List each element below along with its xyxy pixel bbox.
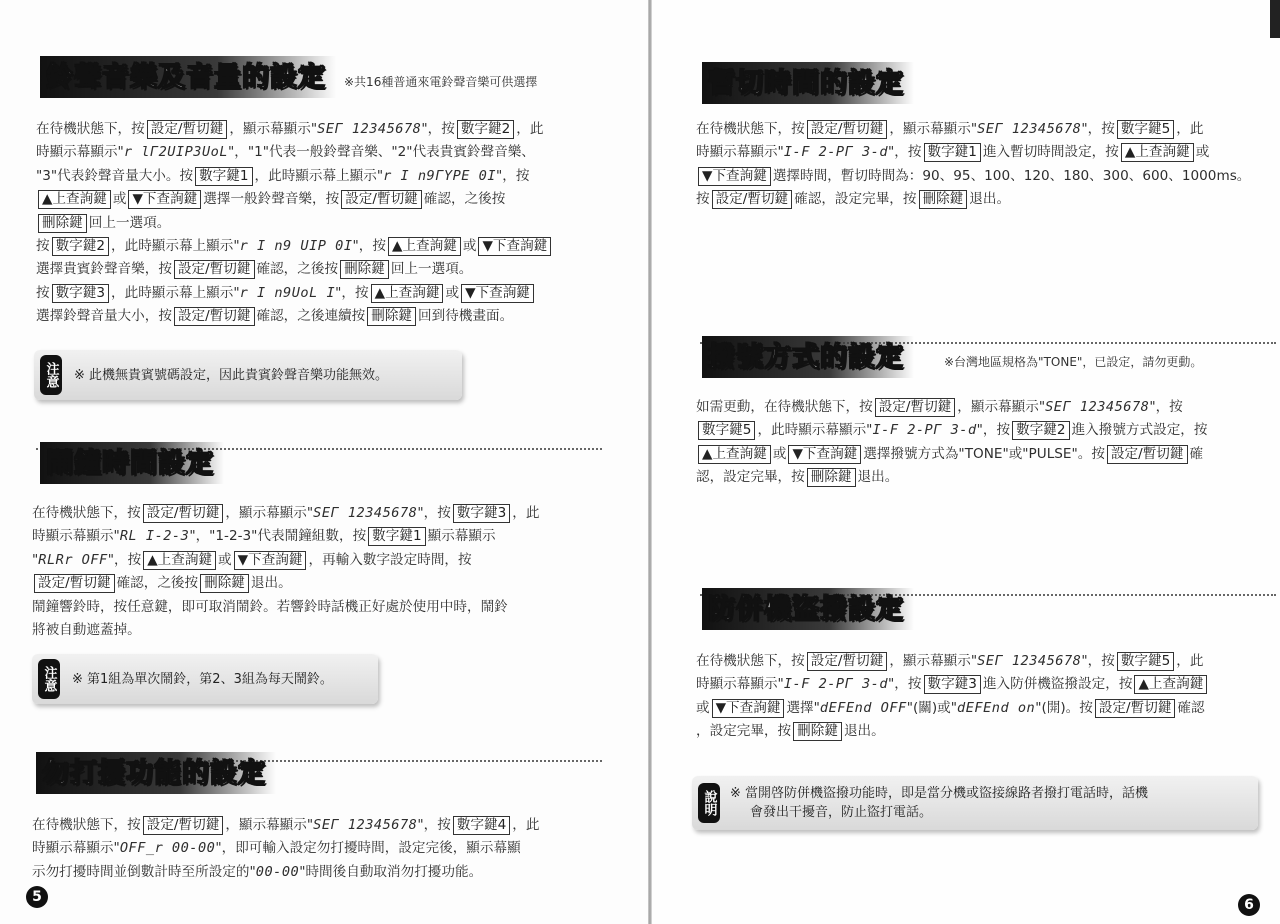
key-label: ▼下查詢鍵 <box>788 445 861 464</box>
notice-badge-label: 注意 <box>41 666 57 692</box>
instruction-text: 確認，之後連續按 <box>256 308 366 325</box>
key-label: ▲上查詢鍵 <box>698 445 771 464</box>
key-label: 數字鍵3 <box>453 504 510 523</box>
instruction-text: "，按 <box>417 817 451 833</box>
dial-heading <box>702 336 1202 378</box>
key-label: 數字鍵2 <box>1012 421 1069 440</box>
key-label: 設定/暫切鍵 <box>174 260 255 279</box>
instruction-text: "3"代表鈴聲音量大小。按 <box>36 167 194 184</box>
instruction-text: 選擇貴賓鈴聲音樂，按 <box>36 261 172 278</box>
instruction-text: ，此 <box>512 817 540 833</box>
key-label: 數字鍵3 <box>924 675 981 694</box>
instruction-text: ，此時顯示幕上顯示" <box>111 284 240 301</box>
ringtone-notice <box>34 350 462 400</box>
key-label: 刪除鍵 <box>793 722 842 741</box>
instruction-text: 確認，之後按 <box>423 191 506 208</box>
key-label: 數字鍵1 <box>195 167 252 186</box>
display-readout: OFF_r 00-00 <box>119 840 216 857</box>
instruction-line <box>696 118 1276 141</box>
instruction-line <box>36 212 626 235</box>
instruction-text: 回上一選項。 <box>88 214 171 231</box>
instruction-text: 時顯示幕顯示" <box>696 144 784 161</box>
instruction-text: "，按 <box>888 676 922 693</box>
instruction-text: 選擇一般鈴聲音樂，按 <box>203 191 340 208</box>
instruction-text: 在待機狀態下，按 <box>696 121 805 137</box>
instruction-text: 在待機狀態下，按 <box>32 817 141 833</box>
instruction-text: 時顯示幕顯示" <box>32 840 120 857</box>
instruction-line <box>32 861 626 884</box>
key-label: ▼下查詢鍵 <box>234 551 307 570</box>
key-label: 設定/暫切鍵 <box>143 816 224 835</box>
instruction-text: 或 <box>462 238 477 255</box>
instruction-text: ，顯示幕顯示" <box>957 399 1046 415</box>
display-readout: SEΓ 12345678 <box>313 817 418 833</box>
instruction-text: 確認，之後按 <box>116 575 199 592</box>
instruction-text: ，顯示幕顯示" <box>229 121 318 137</box>
instruction-text: ，顯示幕顯示" <box>225 817 314 833</box>
alarm-title: 鬧鐘時間設定 <box>40 442 224 484</box>
instruction-text: 確認 <box>1177 699 1205 716</box>
instruction-text: 退出。 <box>969 191 1011 208</box>
instruction-text: 時顯示幕顯示" <box>36 144 124 161</box>
instruction-text: 選擇" <box>786 699 820 716</box>
key-label: ▲上查詢鍵 <box>143 551 216 570</box>
key-label: 設定/暫切鍵 <box>875 398 956 417</box>
key-label: 數字鍵2 <box>457 120 514 139</box>
page-number: 5 <box>26 886 48 908</box>
key-label: 設定/暫切鍵 <box>807 652 888 671</box>
display-readout: r lΓ2UIP3UoL <box>123 144 229 161</box>
key-label: ▼下查詢鍵 <box>478 237 551 256</box>
instruction-line <box>36 282 626 305</box>
instruction-text: "，按 <box>888 144 922 161</box>
instruction-line <box>696 697 1276 720</box>
instruction-line <box>696 650 1276 673</box>
instruction-text: ，再輸入數字設定時間，按 <box>308 551 472 568</box>
instruction-text: ，此時顯示幕顯示" <box>757 422 873 439</box>
dnd-instructions <box>32 814 626 884</box>
key-label: ▼下查詢鍵 <box>128 190 201 209</box>
key-label: 設定/暫切鍵 <box>147 120 228 139</box>
display-readout: RL I-2-3 <box>119 528 190 545</box>
instruction-line <box>32 837 626 860</box>
notice-badge <box>38 659 60 699</box>
display-readout: SEΓ 12345678 <box>317 121 422 137</box>
instruction-text: 或 <box>1195 144 1210 161</box>
instruction-text: ，此 <box>1176 653 1204 669</box>
key-label: ▲上查詢鍵 <box>38 190 111 209</box>
instruction-line <box>32 549 626 572</box>
instruction-line <box>36 258 626 281</box>
antitheft-notice-text <box>730 784 1148 822</box>
instruction-text: 按 <box>36 284 50 301</box>
key-label: 設定/暫切鍵 <box>1107 445 1188 464</box>
dial-instructions <box>696 396 1276 490</box>
instruction-text: 退出。 <box>250 575 292 592</box>
display-readout: RLRr OFF <box>38 551 108 568</box>
instruction-line <box>36 235 626 258</box>
instruction-text: "，按 <box>496 167 530 184</box>
flash-instructions <box>696 118 1276 212</box>
instruction-text: "，按 <box>1081 653 1115 669</box>
key-label: ▼下查詢鍵 <box>712 699 785 718</box>
instruction-text: 選擇撥號方式為"TONE"或"PULSE"。按 <box>863 445 1105 462</box>
instruction-text: ，顯示幕顯示" <box>889 121 978 137</box>
instruction-line <box>36 118 626 141</box>
instruction-text: 確 <box>1189 445 1204 462</box>
antitheft-notice <box>692 776 1258 830</box>
instruction-text: ，此 <box>516 121 544 137</box>
instruction-text: 在待機狀態下，按 <box>32 505 141 521</box>
scan-edge-mark <box>1270 0 1280 38</box>
instruction-line <box>32 525 626 548</box>
display-readout: SEΓ 12345678 <box>1045 399 1150 415</box>
ringtone-heading <box>40 56 537 98</box>
display-readout: r I n9ΓYPE 0I <box>383 167 497 184</box>
instruction-text: 在待機狀態下，按 <box>36 121 145 137</box>
instruction-text: 或 <box>445 284 460 301</box>
display-readout: 00-00 <box>255 863 300 880</box>
key-label: 數字鍵5 <box>698 421 755 440</box>
alarm-notice <box>32 654 378 704</box>
antitheft-notice-line: ※ 當開啓防併機盜撥功能時，即是當分機或盜接線路者撥打電話時，話機 <box>730 786 1149 801</box>
instruction-text: 進入撥號方式設定，按 <box>1071 422 1208 439</box>
alarm-heading <box>40 442 224 484</box>
key-label: 刪除鍵 <box>200 574 249 593</box>
instruction-text: "，按 <box>417 505 451 521</box>
instruction-text: 確認，設定完畢，按 <box>794 191 917 208</box>
instruction-text: 認，設定完畢，按 <box>696 469 805 486</box>
key-label: 刪除鍵 <box>919 190 968 209</box>
antitheft-notice-line: 會發出干擾音，防止盜打電話。 <box>750 805 933 820</box>
key-label: ▲上查詢鍵 <box>1121 143 1194 162</box>
instruction-text: "，按 <box>352 238 386 255</box>
key-label: ▲上查詢鍵 <box>388 237 461 256</box>
instruction-line <box>696 720 1276 743</box>
display-readout: r I n9 UIP 0I <box>239 238 353 255</box>
dnd-title: 勿打擾功能的設定 <box>36 752 276 794</box>
instruction-line <box>696 396 1276 419</box>
instruction-line <box>696 443 1276 466</box>
instruction-text: 回到待機畫面。 <box>418 308 514 325</box>
instruction-text: 進入防併機盜撥設定，按 <box>982 676 1133 693</box>
instruction-text: "(開)。按 <box>1035 699 1093 716</box>
instruction-text: 在待機狀態下，按 <box>696 653 805 669</box>
instruction-text: "，按 <box>1081 121 1115 137</box>
instruction-line <box>696 419 1276 442</box>
instruction-line <box>36 165 626 188</box>
display-readout: r I n9UoL I <box>239 284 336 301</box>
instruction-text: 按 <box>36 238 50 255</box>
antitheft-title: 防併機盜撥設定 <box>702 588 914 630</box>
instruction-text: 鬧鐘響鈴時，按任意鍵，即可取消鬧鈴。若響鈴時話機正好處於使用中時，鬧鈴 <box>32 598 508 615</box>
flash-title: 暫切時間的設定 <box>702 62 914 104</box>
dial-title: 撥號方式的設定 <box>702 336 914 378</box>
instruction-text: "，按 <box>976 422 1011 439</box>
instruction-line <box>696 165 1276 188</box>
instruction-line <box>32 596 626 619</box>
instruction-line <box>36 305 626 328</box>
dial-note: ※台灣地區規格為"TONE"，已設定，請勿更動。 <box>944 355 1203 369</box>
instruction-text: 時顯示幕顯示" <box>696 676 784 693</box>
key-label: ▼下查詢鍵 <box>698 167 771 186</box>
key-label: 設定/暫切鍵 <box>341 190 422 209</box>
key-label: ▼下查詢鍵 <box>461 284 534 303</box>
instruction-text: 時顯示幕顯示" <box>32 528 120 545</box>
explanation-badge <box>698 783 720 823</box>
instruction-text: 或 <box>696 699 710 716</box>
instruction-line <box>696 188 1276 211</box>
instruction-text: ，設定完畢，按 <box>696 723 792 740</box>
instruction-text: 或 <box>218 551 232 568</box>
instruction-line <box>696 673 1276 696</box>
display-readout: I-F 2-PΓ 3-d <box>783 676 889 693</box>
instruction-text: 確認，之後按 <box>256 261 339 278</box>
key-label: 刪除鍵 <box>38 214 87 233</box>
key-label: 數字鍵5 <box>1117 652 1174 671</box>
display-readout: I-F 2-PΓ 3-d <box>872 422 977 439</box>
right-page <box>652 0 1280 924</box>
display-readout: I-F 2-PΓ 3-d <box>783 144 889 161</box>
instruction-text: 選擇鈴聲音量大小，按 <box>36 308 172 325</box>
instruction-line <box>696 466 1276 489</box>
display-readout: SEΓ 12345678 <box>977 653 1082 669</box>
key-label: ▲上查詢鍵 <box>1134 675 1207 694</box>
alarm-instructions <box>32 502 626 642</box>
instruction-text: ，此 <box>1176 121 1204 137</box>
key-label: 數字鍵1 <box>368 527 425 546</box>
instruction-text: ，此時顯示幕上顯示" <box>111 238 240 255</box>
key-label: 數字鍵1 <box>924 143 981 162</box>
instruction-line <box>36 141 626 164</box>
alarm-notice-text: ※ 第1組為單次鬧鈴，第2、3組為每天鬧鈴。 <box>72 671 333 687</box>
instruction-text: 進入暫切時間設定，按 <box>982 144 1119 161</box>
ringtone-instructions <box>36 118 626 329</box>
instruction-line <box>32 619 626 642</box>
instruction-text: "，即可輸入設定勿打擾時間，設定完後，顯示幕顯 <box>215 840 521 857</box>
instruction-text: 如需更動，在待機狀態下，按 <box>696 399 873 415</box>
instruction-text: 或 <box>772 445 787 462</box>
instruction-text: 選擇時間，暫切時間為：90、95、100、120、180、300、600、1000ms。 <box>772 167 1251 184</box>
instruction-line <box>696 141 1276 164</box>
key-label: 數字鍵4 <box>453 816 510 835</box>
instruction-text: "，按 <box>421 121 455 137</box>
display-readout: dEFEnd OFF <box>819 699 907 716</box>
instruction-line <box>32 814 626 837</box>
instruction-text: 顯示幕顯示 <box>427 528 496 545</box>
instruction-text: 回上一選項。 <box>390 261 473 278</box>
antitheft-heading <box>702 588 914 630</box>
instruction-text: 或 <box>112 191 127 208</box>
dnd-heading <box>36 752 276 794</box>
instruction-text: 退出。 <box>843 723 885 740</box>
ringtone-notice-text: ※ 此機無貴賓號碼設定，因此貴賓鈴聲音樂功能無效。 <box>74 367 389 383</box>
instruction-line <box>32 572 626 595</box>
antitheft-instructions <box>696 650 1276 744</box>
display-readout: SEΓ 12345678 <box>977 121 1082 137</box>
instruction-text: "，"1"代表一般鈴聲音樂、"2"代表貴賓鈴聲音樂、 <box>228 144 535 161</box>
instruction-text: "，按 <box>1149 399 1183 415</box>
flash-heading <box>702 62 914 104</box>
key-label: 設定/暫切鍵 <box>34 574 115 593</box>
instruction-text: " <box>32 551 39 568</box>
instruction-text: ，此時顯示幕上顯示" <box>254 167 384 184</box>
page-number: 6 <box>1238 894 1260 916</box>
display-readout: dEFEnd on <box>957 699 1036 716</box>
instruction-text: "，按 <box>107 551 142 568</box>
instruction-text: ，顯示幕顯示" <box>225 505 314 521</box>
instruction-text: ，此 <box>512 505 540 521</box>
key-label: 設定/暫切鍵 <box>1095 699 1176 718</box>
instruction-text: "時間後自動取消勿打擾功能。 <box>299 863 483 880</box>
key-label: 設定/暫切鍵 <box>143 504 224 523</box>
key-label: 設定/暫切鍵 <box>174 307 255 326</box>
ringtone-title: 鈴聲音樂及音量的設定 <box>40 56 336 98</box>
instruction-text: ，顯示幕顯示" <box>889 653 978 669</box>
instruction-line <box>32 502 626 525</box>
key-label: 數字鍵2 <box>52 237 109 256</box>
notice-badge-label: 注意 <box>43 362 59 388</box>
explanation-badge-label: 說明 <box>701 790 717 816</box>
key-label: 設定/暫切鍵 <box>712 190 793 209</box>
key-label: 刪除鍵 <box>340 260 389 279</box>
display-readout: SEΓ 12345678 <box>313 505 418 521</box>
ringtone-note: ※共16種普通來電鈴聲音樂可供選擇 <box>344 75 538 89</box>
instruction-text: "(關)或" <box>906 699 958 716</box>
key-label: 設定/暫切鍵 <box>807 120 888 139</box>
notice-badge <box>40 355 62 395</box>
instruction-text: "，"1-2-3"代表鬧鐘組數，按 <box>189 528 367 545</box>
instruction-text: 按 <box>696 191 710 208</box>
instruction-line <box>36 188 626 211</box>
key-label: 數字鍵5 <box>1117 120 1174 139</box>
instruction-text: 將被自動遮蓋掉。 <box>32 622 141 639</box>
key-label: 刪除鍵 <box>367 307 416 326</box>
key-label: 數字鍵3 <box>52 284 109 303</box>
instruction-text: 示勿打擾時間並倒數計時至所設定的" <box>32 863 256 880</box>
key-label: 刪除鍵 <box>807 468 856 487</box>
instruction-text: 退出。 <box>857 469 899 486</box>
key-label: ▲上查詢鍵 <box>371 284 444 303</box>
instruction-text: "，按 <box>335 284 369 301</box>
